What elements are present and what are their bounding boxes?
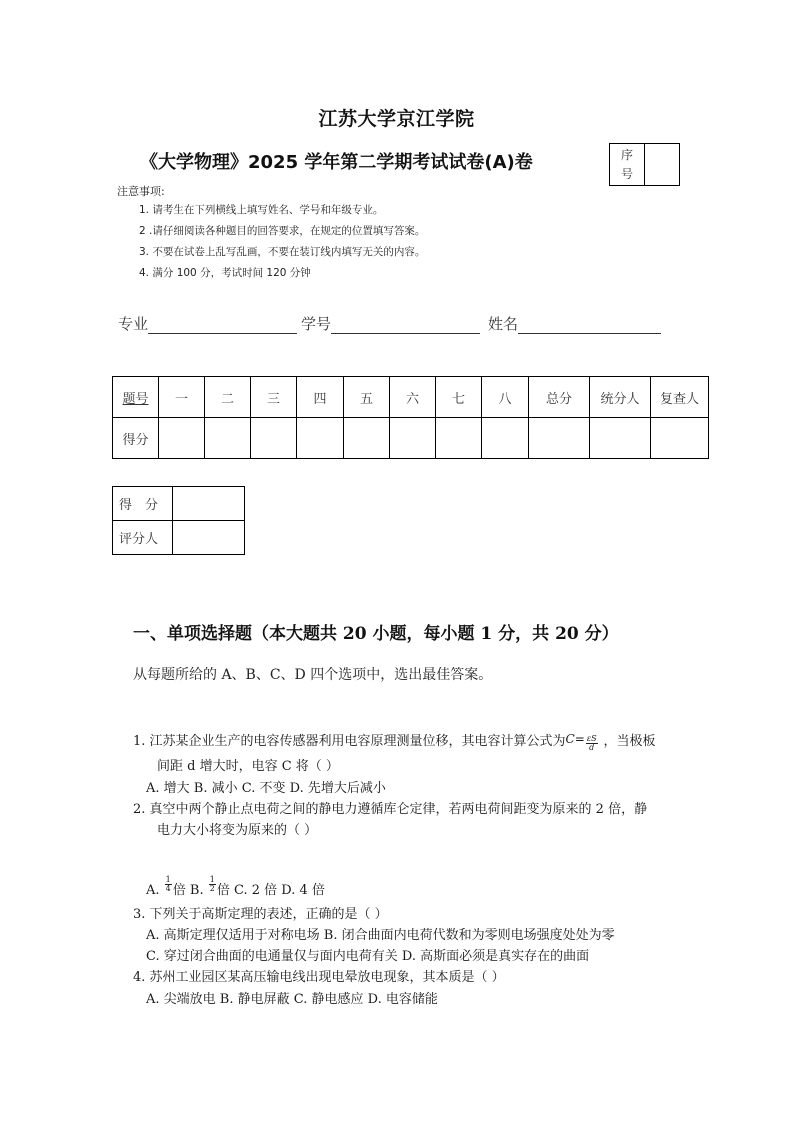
serial-label (610, 144, 645, 185)
section-score-label: 得 分 (113, 487, 173, 521)
serial-label-line1: 序 (620, 147, 633, 162)
tallier-cell[interactable] (590, 418, 651, 459)
student-id-label: 学号 (301, 315, 332, 333)
total-score-cell[interactable] (529, 418, 590, 459)
notice-item: 4. 满分 100 分，考试时间 120 分钟 (139, 267, 311, 279)
option-a-label: A. (146, 883, 160, 898)
question-4: 4. 苏州工业园区某高压输电线出现电晕放电现象，其本质是（ ） (133, 970, 505, 985)
score-cell[interactable] (159, 418, 205, 459)
score-cell[interactable] (205, 418, 251, 459)
question-2-options (146, 876, 325, 901)
student-id-field[interactable] (331, 317, 480, 334)
section-col-8: 八 (482, 377, 529, 418)
major-field[interactable] (148, 317, 297, 334)
formula-lhs: C= (565, 732, 585, 746)
score-cell[interactable] (390, 418, 436, 459)
score-cell[interactable] (251, 418, 297, 459)
section-col-3: 三 (251, 377, 297, 418)
total-score-header: 总分 (529, 377, 590, 418)
section-heading: 一、单项选择题（本大题共 20 小题，每小题 1 分，共 20 分） (133, 624, 619, 644)
option-cd: C. 2 倍 D. 4 倍 (234, 883, 325, 898)
notice-item: 2 .请仔细阅读各种题目的回答要求，在规定的位置填写答案。 (139, 225, 426, 237)
reviewer-cell[interactable] (651, 418, 709, 459)
grader-field[interactable] (173, 521, 245, 555)
question-3-options-line2: C. 穿过闭合曲面的电通量仅与面内电荷有关 D. 高斯面必须是真实存在的曲面 (146, 949, 590, 964)
one-quarter-fraction (165, 876, 172, 893)
question-1 (133, 732, 656, 752)
section-col-2: 二 (205, 377, 251, 418)
name-label: 姓名 (488, 315, 519, 333)
section-instruction: 从每题所给的 A、B、C、D 四个选项中，选出最佳答案。 (133, 667, 493, 683)
reviewer-header: 复查人 (651, 377, 709, 418)
section-col-1: 一 (159, 377, 205, 418)
question-number-header: 题号 (113, 377, 159, 418)
serial-label-line2: 号 (620, 166, 633, 181)
score-cell[interactable] (297, 418, 344, 459)
fraction-denominator: 2 (209, 884, 215, 893)
notice-item: 1. 请考生在下列横线上填写姓名、学号和年级专业。 (139, 204, 384, 216)
fraction-numerator: 1 (209, 875, 215, 884)
option-b-label: B. (189, 883, 204, 898)
serial-number-field[interactable] (645, 144, 679, 185)
notice-list (139, 203, 425, 287)
institution-title: 江苏大学京江学院 (318, 108, 475, 130)
option-b-suffix: 倍 (216, 883, 230, 898)
section-col-7: 七 (436, 377, 482, 418)
question-2-line2: 电力大小将变为原来的（ ） (157, 823, 318, 838)
score-table-score-row (113, 418, 709, 459)
question-2: 2. 真空中两个静止点电荷之间的静电力遵循库仑定律，若两电荷间距变为原来的 2 倍，静 (133, 802, 648, 817)
name-field[interactable] (518, 317, 661, 334)
section-col-4: 四 (297, 377, 344, 418)
score-cell[interactable] (344, 418, 390, 459)
section-col-5: 五 (344, 377, 390, 418)
question-1-stem: 1. 江苏某企业生产的电容传感器利用电容原理测量位移，其电容计算公式为 (133, 734, 566, 749)
exam-title: 《大学物理》2025 学年第二学期考试试卷(A)卷 (140, 152, 533, 173)
question-3: 3. 下列关于高斯定理的表述，正确的是（ ） (133, 907, 388, 922)
score-table (112, 376, 709, 459)
tallier-header: 统分人 (590, 377, 651, 418)
section-col-6: 六 (390, 377, 436, 418)
grader-label: 评分人 (113, 521, 173, 555)
score-table-header-row (113, 377, 709, 418)
formula-denominator: d (589, 743, 595, 752)
section-grader-table (112, 486, 245, 555)
score-cell[interactable] (482, 418, 529, 459)
question-1-options: A. 增大 B. 减小 C. 不变 D. 先增大后减小 (146, 781, 386, 796)
notice-heading: 注意事项: (117, 185, 165, 198)
serial-number-box (609, 143, 680, 186)
question-1-stem-cont: ，当极板 (603, 734, 656, 749)
one-half-fraction (209, 876, 216, 893)
section-score-field[interactable] (173, 487, 245, 521)
fraction-numerator: 1 (165, 875, 171, 884)
question-3-options-line1: A. 高斯定理仅适用于对称电场 B. 闭合曲面内电荷代数和为零则电场强度处处为零 (146, 928, 615, 943)
score-row-label: 得分 (113, 418, 159, 459)
question-4-options: A. 尖端放电 B. 静电屏蔽 C. 静电感应 D. 电容储能 (146, 992, 438, 1007)
score-cell[interactable] (436, 418, 482, 459)
formula-numerator: εS (586, 734, 597, 743)
fraction-denominator: 4 (165, 884, 171, 893)
question-1-line2: 间距 d 增大时，电容 C 将（ ） (157, 759, 339, 774)
student-info-line (118, 313, 665, 334)
major-label: 专业 (118, 315, 149, 333)
notice-item: 3. 不要在试卷上乱写乱画，不要在装订线内填写无关的内容。 (139, 246, 426, 258)
option-a-suffix: 倍 (172, 883, 186, 898)
